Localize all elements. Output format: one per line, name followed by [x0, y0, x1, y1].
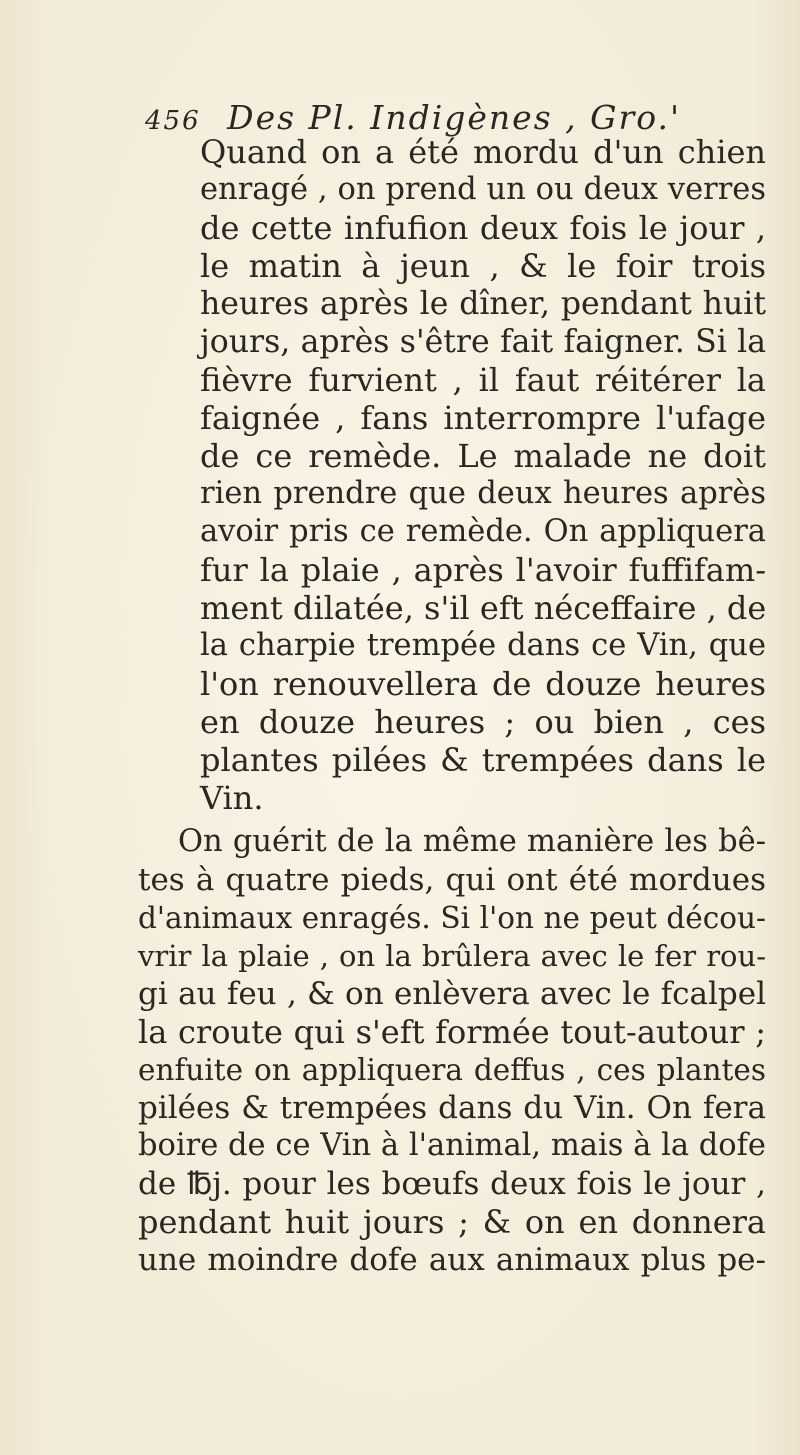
text-line: ment dilatée, s'il eft néceffaire , de: [200, 589, 767, 627]
text-line: de ℔j. pour les bœufs deux fois le jour ,: [138, 1166, 766, 1202]
text-line: pendant huit jours ; & on en donnera: [138, 1203, 766, 1241]
text-line: la croute qui s'eft formée tout-autour ;: [138, 1013, 766, 1051]
text-line: jours, après s'être fait faigner. Si la: [200, 324, 766, 360]
text-line: le matin à jeun , & le foir trois: [200, 247, 766, 285]
text-line: vrir la plaie , on la brûlera avec le fer rou-: [138, 939, 766, 973]
text-line: la charpie trempée dans ce Vin, que: [200, 628, 766, 663]
text-line: de cette infufion deux fois le jour ,: [200, 209, 766, 247]
text-line: pilées & trempées dans du Vin. On fera: [138, 1090, 766, 1126]
text-line: Quand on a été mordu d'un chien: [200, 133, 766, 171]
text-line: boire de ce Vin à l'animal, mais à la dofe: [138, 1128, 766, 1163]
text-line: l'on renouvellera de douze heures: [200, 665, 766, 703]
text-line: en douze heures ; ou bien , ces: [200, 703, 766, 741]
text-line: tes à quatre pieds, qui ont été mordues: [138, 862, 766, 898]
text-line: heures après le dîner, pendant huit: [200, 286, 766, 322]
text-line: gi au feu , & on enlèvera avec le fcalpel: [138, 976, 766, 1012]
text-line: d'animaux enragés. Si l'on ne peut décou-: [138, 901, 766, 935]
text-line: faignée , fans interrompre l'ufage: [200, 399, 766, 437]
text-line: plantes pilées & trempées dans le: [200, 741, 766, 779]
text-line: fur la plaie , après l'avoir fuffifam-: [200, 551, 766, 589]
text-line: rien prendre que deux heures après: [200, 476, 766, 511]
text-line: avoir pris ce remède. On appliquera: [200, 514, 766, 549]
text-line: Vin.: [200, 779, 264, 817]
text-line: fièvre furvient , il faut réitérer la: [200, 361, 766, 399]
running-title: Des Pl. Indigènes , Gro.': [227, 98, 682, 137]
text-line: enfuite on appliquera deffus , ces plantes: [138, 1053, 766, 1087]
text-line: On guérit de la même manière les bê-: [178, 824, 766, 859]
page-number: 456: [145, 106, 201, 136]
text-line: de ce remède. Le malade ne doit: [200, 437, 766, 475]
text-line: enragé , on prend un ou deux verres: [200, 172, 766, 207]
text-line: une moindre dofe aux animaux plus pe-: [138, 1242, 766, 1278]
